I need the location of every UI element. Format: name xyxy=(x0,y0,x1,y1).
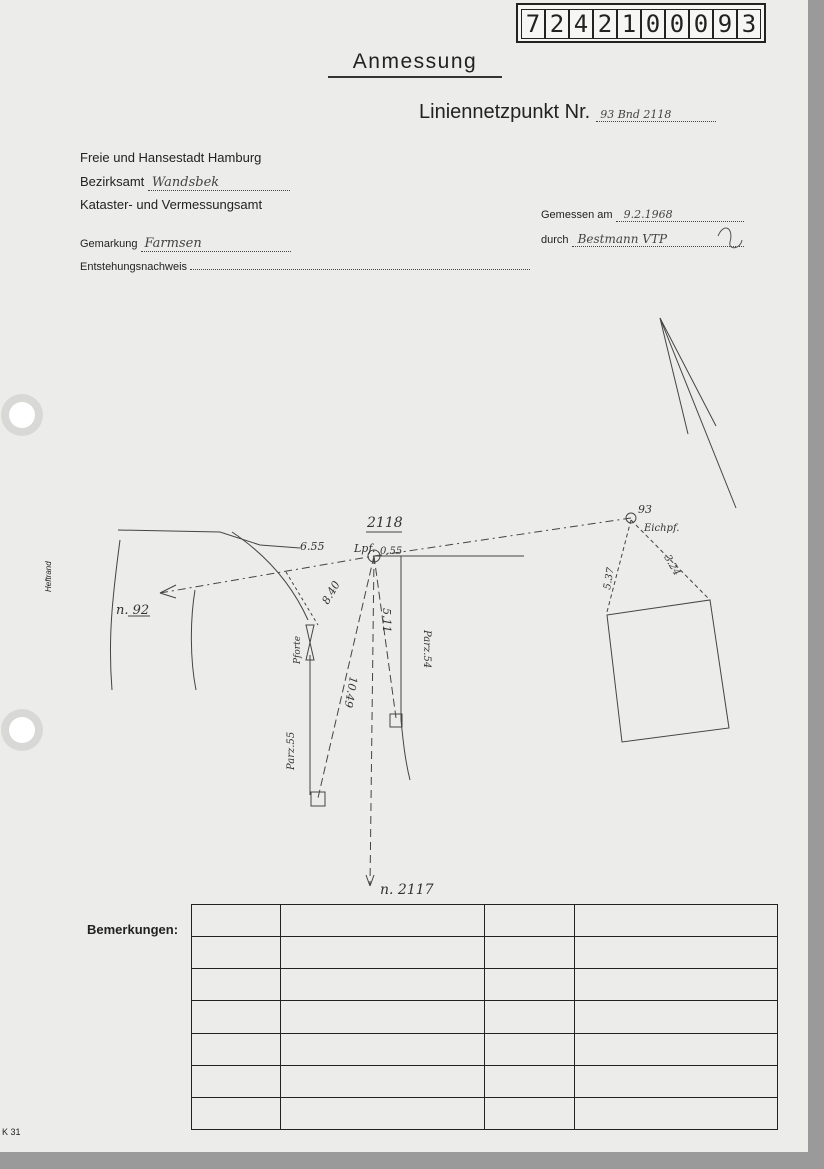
gemarkung-label: Gemarkung xyxy=(80,238,138,250)
remarks-cell xyxy=(575,1033,778,1065)
authority-line-1: Freie und Hansestadt Hamburg xyxy=(80,150,262,165)
gemarkung-value: Farmsen xyxy=(141,236,291,252)
bezirksamt-label: Bezirksamt xyxy=(80,174,145,189)
label-840: 8.40 xyxy=(319,578,343,607)
label-055: 0.55 xyxy=(380,546,403,557)
boundary-curve xyxy=(191,590,196,690)
remarks-cell xyxy=(192,1065,281,1097)
measured-by-label: durch xyxy=(541,234,569,246)
remarks-cell xyxy=(281,1033,485,1065)
remarks-cell xyxy=(281,1001,485,1033)
label-655: 6.55 xyxy=(300,540,325,553)
remarks-cell xyxy=(281,937,485,969)
dash-dot-line-to-92 xyxy=(160,556,374,593)
remarks-cell xyxy=(281,969,485,1001)
label-pforte: Pforte xyxy=(293,635,303,664)
remarks-cell xyxy=(192,937,281,969)
signature-mark xyxy=(718,228,742,248)
form-code: K 31 xyxy=(2,1127,21,1137)
remarks-cell xyxy=(575,1097,778,1129)
remarks-cell xyxy=(192,969,281,1001)
remarks-table xyxy=(191,904,778,1130)
file-digit: 9 xyxy=(713,9,737,39)
gate-symbol xyxy=(306,625,314,660)
sight-line xyxy=(660,318,688,434)
remarks-cell xyxy=(575,937,778,969)
origin-label: Entstehungsnachweis xyxy=(80,261,188,273)
label-537: 5.37 xyxy=(602,566,617,591)
tie-line xyxy=(374,556,396,718)
remarks-cell xyxy=(281,1097,485,1129)
measured-date-label: Gemessen am xyxy=(541,209,613,221)
sight-line xyxy=(660,318,736,508)
file-digit: 2 xyxy=(545,9,569,39)
parcel-line xyxy=(401,720,410,780)
label-lpf: Lpf. xyxy=(354,542,376,555)
file-digit: 1 xyxy=(617,9,641,39)
remarks-cell xyxy=(575,1065,778,1097)
file-digit: 0 xyxy=(665,9,689,39)
remarks-cell xyxy=(485,1097,575,1129)
remarks-cell xyxy=(192,1033,281,1065)
point-number-label: Liniennetzpunkt Nr. xyxy=(419,101,591,123)
label-511: 5.11 xyxy=(380,608,393,633)
bezirksamt-value: Wandsbek xyxy=(148,175,290,191)
remarks-cell xyxy=(485,1001,575,1033)
dashed-line-to-2117 xyxy=(370,556,374,886)
label-2118: 2118 xyxy=(367,515,403,531)
authority-line-3: Kataster- und Vermessungsamt xyxy=(80,197,263,212)
label-eichpf: Eichpf. xyxy=(644,523,680,534)
tie-line xyxy=(607,520,631,612)
arrow-head xyxy=(370,875,374,886)
dash-dot-line-to-93 xyxy=(374,518,631,556)
file-digit: 2 xyxy=(593,9,617,39)
arrow-head xyxy=(160,593,176,598)
remarks-label: Bemerkungen: xyxy=(87,922,179,937)
remarks-cell xyxy=(192,1001,281,1033)
point-number-value: 93 Bnd 2118 xyxy=(596,108,716,122)
remarks-row xyxy=(192,1033,778,1065)
file-digit: 0 xyxy=(689,9,713,39)
remarks-cell xyxy=(485,937,575,969)
tie-line xyxy=(286,572,318,625)
file-digit: 3 xyxy=(737,9,761,39)
label-parz54: Parz.54 xyxy=(421,630,432,669)
label-324: 3.24 xyxy=(661,553,683,578)
document-title: Anmessung xyxy=(328,50,502,78)
measured-date-value: 9.2.1968 xyxy=(616,208,744,222)
remarks-cell xyxy=(281,1065,485,1097)
remarks-cell xyxy=(575,905,778,937)
scan-edge xyxy=(808,0,824,1169)
label-to-2117: n. 2117 xyxy=(380,882,434,898)
arrow-head xyxy=(366,875,370,886)
parcel-stone xyxy=(311,792,325,806)
remarks-cell xyxy=(192,1097,281,1129)
file-digit: 7 xyxy=(521,9,545,39)
scan-edge xyxy=(0,1152,824,1169)
remarks-row xyxy=(192,905,778,937)
remarks-cell xyxy=(485,1033,575,1065)
remarks-cell xyxy=(485,969,575,1001)
boundary-line xyxy=(118,530,300,548)
remarks-row xyxy=(192,969,778,1001)
sight-line xyxy=(660,318,716,426)
label-parz55: Parz.55 xyxy=(286,731,297,770)
remarks-row xyxy=(192,1001,778,1033)
file-digit: 4 xyxy=(569,9,593,39)
boundary-curve xyxy=(232,532,308,620)
label-1049: 10.49 xyxy=(341,675,360,709)
remarks-cell xyxy=(575,969,778,1001)
remarks-cell xyxy=(575,1001,778,1033)
remarks-cell xyxy=(281,905,485,937)
file-digit: 0 xyxy=(641,9,665,39)
remarks-row xyxy=(192,1065,778,1097)
remarks-row xyxy=(192,937,778,969)
remarks-cell xyxy=(485,905,575,937)
remarks-row xyxy=(192,1097,778,1129)
margin-label: Heftrand xyxy=(44,561,53,592)
label-to-92: n. 92 xyxy=(116,603,150,618)
label-93: 93 xyxy=(638,503,652,516)
remarks-cell xyxy=(192,905,281,937)
arrow-head xyxy=(160,585,176,593)
measured-by-value: Bestmann VTP xyxy=(572,232,744,247)
building-outline xyxy=(607,600,729,742)
remarks-cell xyxy=(485,1065,575,1097)
